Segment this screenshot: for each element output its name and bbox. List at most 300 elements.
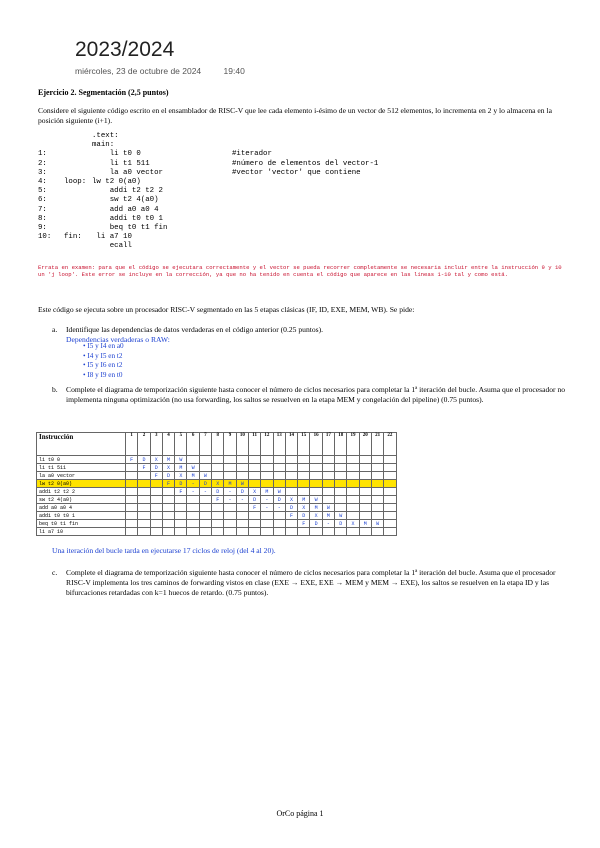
timing-cell (187, 512, 199, 520)
timing-cell (126, 496, 138, 504)
code-line-number (38, 141, 64, 150)
timing-cell: D (175, 480, 187, 488)
timing-cell: F (285, 512, 297, 520)
timing-cell (199, 504, 211, 512)
code-line-instruction: lw t2 0(a0) (92, 178, 141, 187)
code-line-label: loop: (64, 178, 87, 187)
timing-cell: D (199, 480, 211, 488)
timing-cell (285, 488, 297, 496)
timing-cell (212, 504, 224, 512)
code-line-instruction: main: (92, 141, 115, 150)
page-footer: OrCo página 1 (276, 809, 324, 818)
timing-cell (224, 472, 236, 480)
timing-cell (175, 512, 187, 520)
cycle-header: 9 (224, 433, 236, 456)
timing-cell (285, 456, 297, 464)
code-line-instruction: ecall (92, 242, 132, 251)
timing-cell (199, 464, 211, 472)
timing-cell (335, 496, 347, 504)
timing-cell (199, 528, 211, 536)
timing-cell (248, 472, 260, 480)
code-line-number: 3: (38, 168, 47, 177)
timing-cell (162, 528, 174, 536)
timing-cell (273, 480, 285, 488)
timing-cell (335, 480, 347, 488)
code-line (38, 169, 378, 178)
timing-cell: D (150, 464, 162, 472)
code-line-instruction: addi t2 t2 2 (92, 187, 163, 196)
timing-cell (187, 456, 199, 464)
cycle-header: 8 (212, 433, 224, 456)
timing-cell (212, 456, 224, 464)
code-line-instruction: beq t0 t1 fin (92, 224, 168, 233)
timing-cell (273, 464, 285, 472)
time-text: 19:40 (223, 66, 245, 76)
code-line (38, 187, 378, 196)
timing-cell (322, 496, 334, 504)
timing-cell (322, 456, 334, 464)
timing-cell: D (248, 496, 260, 504)
timing-cell (236, 520, 248, 528)
timing-cell (359, 504, 371, 512)
timing-cell: W (175, 456, 187, 464)
part-b-marker: b. (52, 385, 58, 394)
code-line-label (64, 242, 92, 251)
code-line-instruction: li t1 511 (92, 159, 150, 168)
timing-cell (359, 488, 371, 496)
timing-cell (138, 528, 150, 536)
code-line-label (64, 224, 92, 233)
timing-cell (371, 512, 383, 520)
timing-cell (371, 488, 383, 496)
timing-cell (347, 464, 359, 472)
timing-cell (371, 496, 383, 504)
timing-row-instruction: addi t2 t2 2 (37, 488, 126, 496)
code-line (38, 160, 378, 169)
timing-cell (126, 488, 138, 496)
timing-cell (150, 488, 162, 496)
timing-cell (359, 496, 371, 504)
timing-cell (347, 504, 359, 512)
timing-row-instruction: addi t0 t0 1 (37, 512, 126, 520)
timing-cell (187, 528, 199, 536)
timing-cell (347, 528, 359, 536)
cycle-header: 18 (335, 433, 347, 456)
timing-cell: X (175, 472, 187, 480)
timing-cell (347, 496, 359, 504)
timing-cell: F (212, 496, 224, 504)
timing-cell (384, 488, 396, 496)
timing-cell: F (162, 480, 174, 488)
timing-cell (384, 472, 396, 480)
code-line-instruction: addi t0 t0 1 (92, 214, 163, 223)
timing-cell (322, 528, 334, 536)
timing-cell (384, 504, 396, 512)
timing-cell: M (261, 488, 273, 496)
timing-cell (285, 464, 297, 472)
timing-cell: W (236, 480, 248, 488)
timing-cell (298, 480, 310, 488)
timing-cell (138, 488, 150, 496)
timing-cell: D (285, 504, 297, 512)
timing-cell (236, 512, 248, 520)
timing-cell (310, 528, 322, 536)
code-line (38, 233, 378, 242)
timing-cell (261, 528, 273, 536)
code-line-label (64, 215, 92, 224)
code-line-comment: #número de elementos del vector-1 (232, 159, 379, 168)
part-c-question: Complete el diagrama de temporización siguiente hasta conocer el número de ciclos necesarios para completar la 1ª iteración del bucle. Asuma que el procesador RISC-V implementa los tres caminos de forwarding vistos en clase (EXE → EXE, EXE → MEM y MEM → EXE), los saltos se resuelven en la etapa ID y las bifurcaciones retardadas con k=1 huecos de retardo. (0.75 puntos). (66, 568, 556, 597)
timing-cell (384, 464, 396, 472)
timing-cell: - (224, 488, 236, 496)
timing-cell: D (212, 488, 224, 496)
timing-cell (371, 456, 383, 464)
timing-cell (273, 520, 285, 528)
timing-cell: D (310, 520, 322, 528)
timing-cell (138, 496, 150, 504)
timing-cell (371, 464, 383, 472)
code-line-number: 5: (38, 187, 47, 196)
timing-cell (273, 512, 285, 520)
timing-cell (212, 528, 224, 536)
timing-cell (138, 512, 150, 520)
cycle-header: 16 (310, 433, 322, 456)
timing-cell: M (359, 520, 371, 528)
timing-cell (199, 520, 211, 528)
timing-cell: M (224, 480, 236, 488)
timing-cell (150, 504, 162, 512)
timing-cell (347, 512, 359, 520)
cycle-header: 17 (322, 433, 334, 456)
cycle-header: 20 (359, 433, 371, 456)
timing-cell (298, 456, 310, 464)
timing-cell (285, 528, 297, 536)
timing-cell: - (322, 520, 334, 528)
timing-cell (199, 456, 211, 464)
code-line-label (64, 196, 92, 205)
exercise-heading: Ejercicio 2. Segmentación (2,5 puntos) (38, 88, 169, 97)
code-line (38, 141, 378, 150)
timing-cell (298, 472, 310, 480)
timing-cell: F (138, 464, 150, 472)
cycle-header: 13 (273, 433, 285, 456)
timing-cell (138, 472, 150, 480)
timing-cell (310, 472, 322, 480)
code-line (38, 196, 378, 205)
part-a-question: Identifique las dependencias de datos verdaderas en el código anterior (0.25 puntos). (66, 325, 324, 334)
timing-cell: X (162, 464, 174, 472)
timing-cell (224, 520, 236, 528)
timing-cell (126, 480, 138, 488)
code-line (38, 206, 378, 215)
timing-cell (322, 488, 334, 496)
timing-cell: X (248, 488, 260, 496)
timing-row-instruction: lw t2 0(a0) (37, 480, 126, 488)
timing-cell: X (310, 512, 322, 520)
timing-cell (261, 456, 273, 464)
code-line-number: 7: (38, 205, 47, 214)
timing-cell: - (273, 504, 285, 512)
dependency-list (83, 342, 124, 380)
timing-cell (212, 464, 224, 472)
timing-diagram-table (36, 432, 397, 536)
part-a-answer-heading: Dependencias verdaderas o RAW: (66, 335, 170, 344)
timing-cell (126, 472, 138, 480)
date-time (75, 66, 245, 76)
timing-cell: X (298, 504, 310, 512)
execution-text: Este código se ejecuta sobre un procesador RISC-V segmentado en las 5 etapas clásicas (IF, ID, EXE, MEM, WB). Se pide: (38, 305, 415, 314)
code-line-instruction: la a0 vector (92, 168, 163, 177)
timing-cell: W (335, 512, 347, 520)
timing-cell (384, 480, 396, 488)
timing-cell (371, 504, 383, 512)
timing-cell (150, 528, 162, 536)
dependency-item: • I8 y I9 en t0 (83, 371, 124, 381)
timing-cell (212, 512, 224, 520)
timing-cell: F (150, 472, 162, 480)
timing-cell (335, 528, 347, 536)
timing-cell (273, 472, 285, 480)
timing-cell (150, 480, 162, 488)
timing-cell: X (347, 520, 359, 528)
timing-cell (138, 504, 150, 512)
timing-cell (236, 456, 248, 464)
cycle-header: 2 (138, 433, 150, 456)
timing-cell (371, 472, 383, 480)
timing-cell (335, 504, 347, 512)
timing-cell (347, 472, 359, 480)
timing-cell (371, 480, 383, 488)
timing-cell: - (261, 504, 273, 512)
cycle-header: 12 (261, 433, 273, 456)
code-line-number (38, 132, 64, 141)
timing-cell: D (335, 520, 347, 528)
timing-cell: - (236, 496, 248, 504)
part-a-marker: a. (52, 325, 58, 334)
timing-cell (224, 456, 236, 464)
timing-cell (310, 480, 322, 488)
timing-cell (298, 528, 310, 536)
timing-row (37, 504, 397, 512)
code-line (38, 132, 378, 141)
code-line-label (64, 132, 92, 141)
timing-cell (212, 520, 224, 528)
code-line-number: 1: (38, 150, 47, 159)
cycle-header: 6 (187, 433, 199, 456)
code-line (38, 215, 378, 224)
code-line-instruction: add a0 a0 4 (92, 205, 159, 214)
timing-cell: M (162, 456, 174, 464)
timing-cell (175, 496, 187, 504)
timing-cell (248, 512, 260, 520)
timing-cell (261, 464, 273, 472)
timing-cell (273, 456, 285, 464)
timing-row-instruction: li t0 0 (37, 456, 126, 464)
code-line-instruction: sw t2 4(a0) (92, 196, 159, 205)
timing-cell: F (298, 520, 310, 528)
timing-cell (285, 520, 297, 528)
code-line-number: 4: (38, 178, 47, 187)
timing-cell (285, 480, 297, 488)
timing-cell (150, 512, 162, 520)
cycle-header: 4 (162, 433, 174, 456)
timing-row-instruction: li a7 10 (37, 528, 126, 536)
timing-cell (162, 520, 174, 528)
timing-row-instruction: li t1 511 (37, 464, 126, 472)
part-b-answer: Una iteración del bucle tarda en ejecutarse 17 ciclos de reloj (del 4 al 20). (52, 546, 276, 555)
timing-row (37, 464, 397, 472)
timing-cell: W (199, 472, 211, 480)
timing-cell (347, 456, 359, 464)
timing-cell (175, 528, 187, 536)
timing-cell (298, 464, 310, 472)
dependency-item: • I4 y I5 en t2 (83, 352, 124, 362)
code-line (38, 224, 378, 233)
timing-row (37, 456, 397, 464)
timing-cell: M (187, 472, 199, 480)
timing-cell (359, 480, 371, 488)
timing-cell: D (138, 456, 150, 464)
code-line (38, 242, 378, 251)
timing-cell: - (187, 488, 199, 496)
code-line-label: fin: (64, 233, 82, 242)
timing-cell: - (224, 496, 236, 504)
timing-cell (126, 512, 138, 520)
timing-cell (138, 520, 150, 528)
timing-cell (187, 504, 199, 512)
timing-cell: W (371, 520, 383, 528)
cycle-header: 14 (285, 433, 297, 456)
code-line-comment: #vector 'vector' que contiene (232, 168, 361, 177)
timing-cell (236, 464, 248, 472)
cycle-header: 21 (371, 433, 383, 456)
timing-cell (322, 464, 334, 472)
timing-cell: W (310, 496, 322, 504)
timing-cell (335, 464, 347, 472)
cycle-header: 15 (298, 433, 310, 456)
timing-cell (273, 528, 285, 536)
timing-cell: - (199, 488, 211, 496)
timing-cell (126, 528, 138, 536)
timing-cell (175, 504, 187, 512)
timing-cell (359, 456, 371, 464)
cycle-header: 7 (199, 433, 211, 456)
timing-cell (224, 464, 236, 472)
code-line-comment: #iterador (232, 150, 272, 159)
timing-cell (162, 504, 174, 512)
timing-cell (359, 528, 371, 536)
timing-row (37, 480, 397, 488)
timing-row (37, 528, 397, 536)
code-block (38, 132, 378, 252)
timing-cell: W (322, 504, 334, 512)
exercise-intro: Considere el siguiente código escrito en el ensamblador de RISC-V que lee cada elemento i-ésimo de un vector de 512 elementos, lo incrementa en 2 y lo almacena en la posición siguiente (i+1). (38, 106, 552, 125)
timing-cell (248, 464, 260, 472)
code-line-label (64, 141, 92, 150)
code-line-number: 2: (38, 159, 47, 168)
timing-row (37, 520, 397, 528)
timing-cell: M (322, 512, 334, 520)
part-c-marker: c. (52, 568, 58, 577)
timing-cell: W (187, 464, 199, 472)
timing-cell (371, 528, 383, 536)
timing-cell (359, 464, 371, 472)
timing-row (37, 496, 397, 504)
timing-cell (310, 464, 322, 472)
timing-cell (162, 512, 174, 520)
timing-cell (248, 520, 260, 528)
timing-cell (162, 496, 174, 504)
timing-cell (322, 472, 334, 480)
timing-cell (150, 520, 162, 528)
timing-cell (322, 480, 334, 488)
timing-cell (126, 504, 138, 512)
errata-note: Errata en examen: para que el código se ejecutara correctamente y el vector se pueda recorrer completamente se necesaria incluir entre la instrucción 9 y 10 un 'j loop'. Este error se incluye en la corrección, ya que no ha tenido en cuenta el código que aparece en las líneas 1-10 tal y como está. (38, 264, 562, 279)
timing-row (37, 488, 397, 496)
timing-cell (236, 504, 248, 512)
timing-cell (261, 472, 273, 480)
code-line-number: 9: (38, 224, 47, 233)
code-line-label (64, 206, 92, 215)
code-line (38, 178, 378, 187)
date-text: miércoles, 23 de octubre de 2024 (75, 66, 202, 76)
code-line-number (38, 242, 64, 251)
dependency-item: • I5 y I4 en a0 (83, 342, 124, 352)
code-line-instruction: .text: (92, 132, 119, 140)
dependency-item: • I5 y I6 en t2 (83, 361, 124, 371)
timing-cell (261, 512, 273, 520)
timing-cell (335, 488, 347, 496)
timing-cell (347, 488, 359, 496)
timing-cell (359, 512, 371, 520)
timing-row-instruction: la a0 vector (37, 472, 126, 480)
code-line-label (64, 187, 92, 196)
timing-cell (384, 496, 396, 504)
timing-cell: X (212, 480, 224, 488)
timing-cell (384, 528, 396, 536)
page-title: 2023/2024 (75, 38, 175, 61)
timing-cell (224, 528, 236, 536)
timing-cell (199, 512, 211, 520)
timing-cell (285, 472, 297, 480)
timing-cell: W (273, 488, 285, 496)
timing-header-row (37, 433, 397, 456)
code-line-label (64, 169, 92, 178)
timing-cell: F (126, 456, 138, 464)
timing-cell (224, 504, 236, 512)
timing-cell (138, 480, 150, 488)
timing-cell (236, 528, 248, 536)
timing-row-instruction: sw t2 4(a0) (37, 496, 126, 504)
cycle-header: 10 (236, 433, 248, 456)
timing-row (37, 472, 397, 480)
cycle-header: 11 (248, 433, 260, 456)
timing-cell: D (162, 472, 174, 480)
code-line-label (64, 160, 92, 169)
code-line-number: 8: (38, 214, 47, 223)
timing-cell (162, 488, 174, 496)
timing-cell (248, 456, 260, 464)
timing-cell (347, 480, 359, 488)
timing-cell (248, 528, 260, 536)
timing-cell (150, 496, 162, 504)
timing-cell (187, 520, 199, 528)
cycle-header: 3 (150, 433, 162, 456)
code-line (38, 150, 378, 159)
timing-cell: D (273, 496, 285, 504)
timing-cell (126, 520, 138, 528)
timing-cell: D (298, 512, 310, 520)
